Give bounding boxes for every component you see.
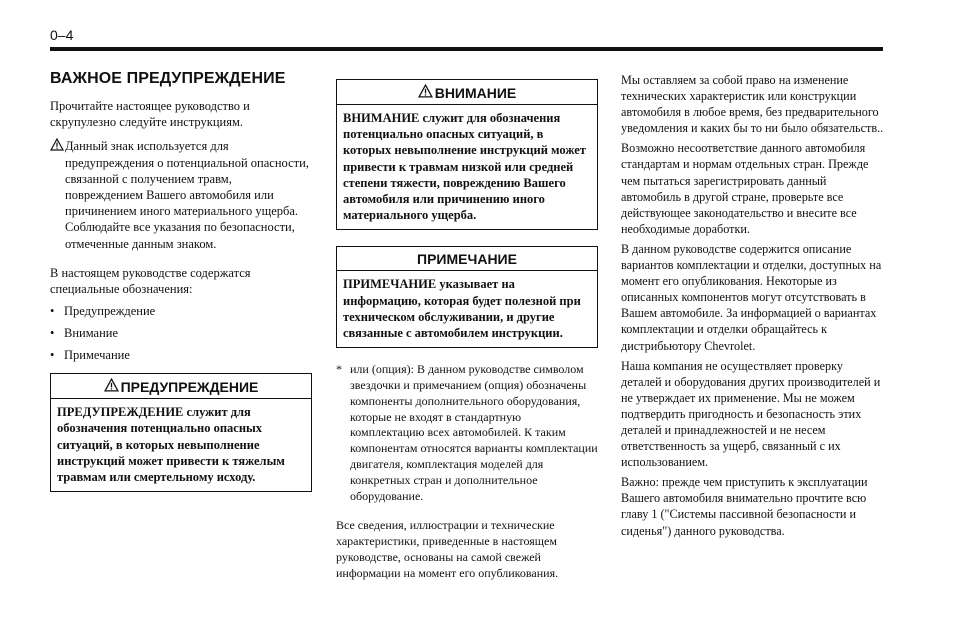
note-box: [336, 246, 598, 348]
warning-triangle-icon: [50, 138, 64, 151]
caution-box-body: ВНИМАНИЕ служит для обозначения потенциально опасных ситуаций, в которых невыполнение инструкций может привести к травмам низкой или средней степени тяжести, повреждению Вашего автомобиля или причинению иного материального ущерба.: [343, 111, 586, 223]
caution-box-header: [337, 80, 597, 105]
list-item: • Примечание: [50, 348, 130, 363]
column-left: [50, 70, 312, 492]
designations-list: [50, 303, 312, 363]
asterisk-icon: *: [336, 362, 342, 377]
warning-symbol-paragraph: [50, 138, 312, 251]
bullet-icon: •: [50, 348, 55, 363]
designations-intro: В настоящем руководстве содержатся специальные обозначения:: [50, 265, 251, 297]
info-paragraph: Все сведения, иллюстрации и технические характеристики, приведенные в настоящем руководстве, основаны на самой свежей информации на момент его опубликования.: [336, 518, 559, 580]
asterisk-note: [336, 362, 598, 504]
note-box-body: ПРИМЕЧАНИЕ указывает на информацию, которая будет полезной при техническом обслуживании, и другие связанные с автомобилем инструкции.: [343, 277, 581, 341]
bullet-icon: •: [50, 304, 55, 319]
list-item: • Предупреждение: [50, 304, 156, 319]
paragraph-rights: Мы оставляем за собой право на изменение технических характеристик или конструкции автомобиля в любое время, без предварительного уведомления и каких бы то ни было обязательств..: [621, 73, 884, 136]
asterisk-note-text: или (опция): В данном руководстве символом звездочки и примечанием (опция) обозначены компоненты дополнительного оборудования, которые не входят в стандартную комплектацию всех автомобилей. К таким компонентам относятся варианты комплектации двигателя, комплектация моделей для конкретных стран и дополнительное оборудование.: [350, 362, 598, 503]
warning-box-body: ПРЕДУПРЕЖДЕНИЕ служит для обозначения потенциально опасных ситуаций, в которых невыполнение инструкций может привести к тяжелым травмам или смертельному исходу.: [57, 405, 285, 485]
warning-triangle-icon: [104, 378, 119, 395]
paragraph-standards: Возможно несоответствие данного автомобиля стандартам и нормам отдельных стран. Прежде чем пытаться зарегистрировать данный автомобиль в другой стране, проверьте все действующее законодательство и внесите все необходимые доработки.: [621, 141, 869, 236]
paragraph-equipment: В данном руководстве содержится описание вариантов комплектации и отделки, доступных на момент его опубликования. Некоторые из описанных компонентов могут отсутствовать в Вашем автомобиле. За информацией о вариантах комплектации и отделки обращайтесь к дистрибьютору Chevrolet.: [621, 241, 882, 353]
caution-box-title: ВНИМАНИЕ: [434, 84, 517, 101]
warning-box: [50, 373, 312, 492]
note-box-title: ПРИМЕЧАНИЕ: [417, 251, 517, 268]
column-middle: [336, 79, 598, 582]
caution-box: [336, 79, 598, 230]
column-right: [621, 72, 885, 539]
section-title: ВАЖНОЕ ПРЕДУПРЕЖДЕНИЕ: [50, 70, 286, 87]
warning-symbol-text: Данный знак используется для предупреждения о потенциальной опасности, связанной с получением травм, повреждением Вашего автомобиля или причинением иного материального ущерба. Соблюдайте все указания по безопасности, отмеченные данным знаком.: [65, 139, 309, 251]
bullet-icon: •: [50, 326, 55, 341]
intro-text: Прочитайте настоящее руководство и скрупулезно следуйте инструкциям.: [50, 99, 250, 130]
header-rule: [50, 47, 883, 51]
note-box-header: [337, 247, 597, 271]
warning-triangle-icon: [418, 84, 433, 101]
warning-box-title: ПРЕДУПРЕЖДЕНИЕ: [120, 378, 259, 395]
paragraph-third-party: Наша компания не осуществляет проверку деталей и оборудования других производителей и не утверждает их применение. Мы не можем подтвердить пригодность и безопасность этих деталей и принадлежностей и не несем ответственность за ущерб, связанный с их использованием.: [621, 358, 881, 470]
paragraph-important: Важно: прежде чем приступить к эксплуатации Вашего автомобиля внимательно прочтите всю главу 1 ("Системы пассивной безопасности и сиденья") данного руководства.: [621, 475, 868, 538]
warning-box-header: [51, 374, 311, 399]
page-number: 0–4: [50, 27, 74, 43]
list-item: • Внимание: [50, 326, 119, 341]
